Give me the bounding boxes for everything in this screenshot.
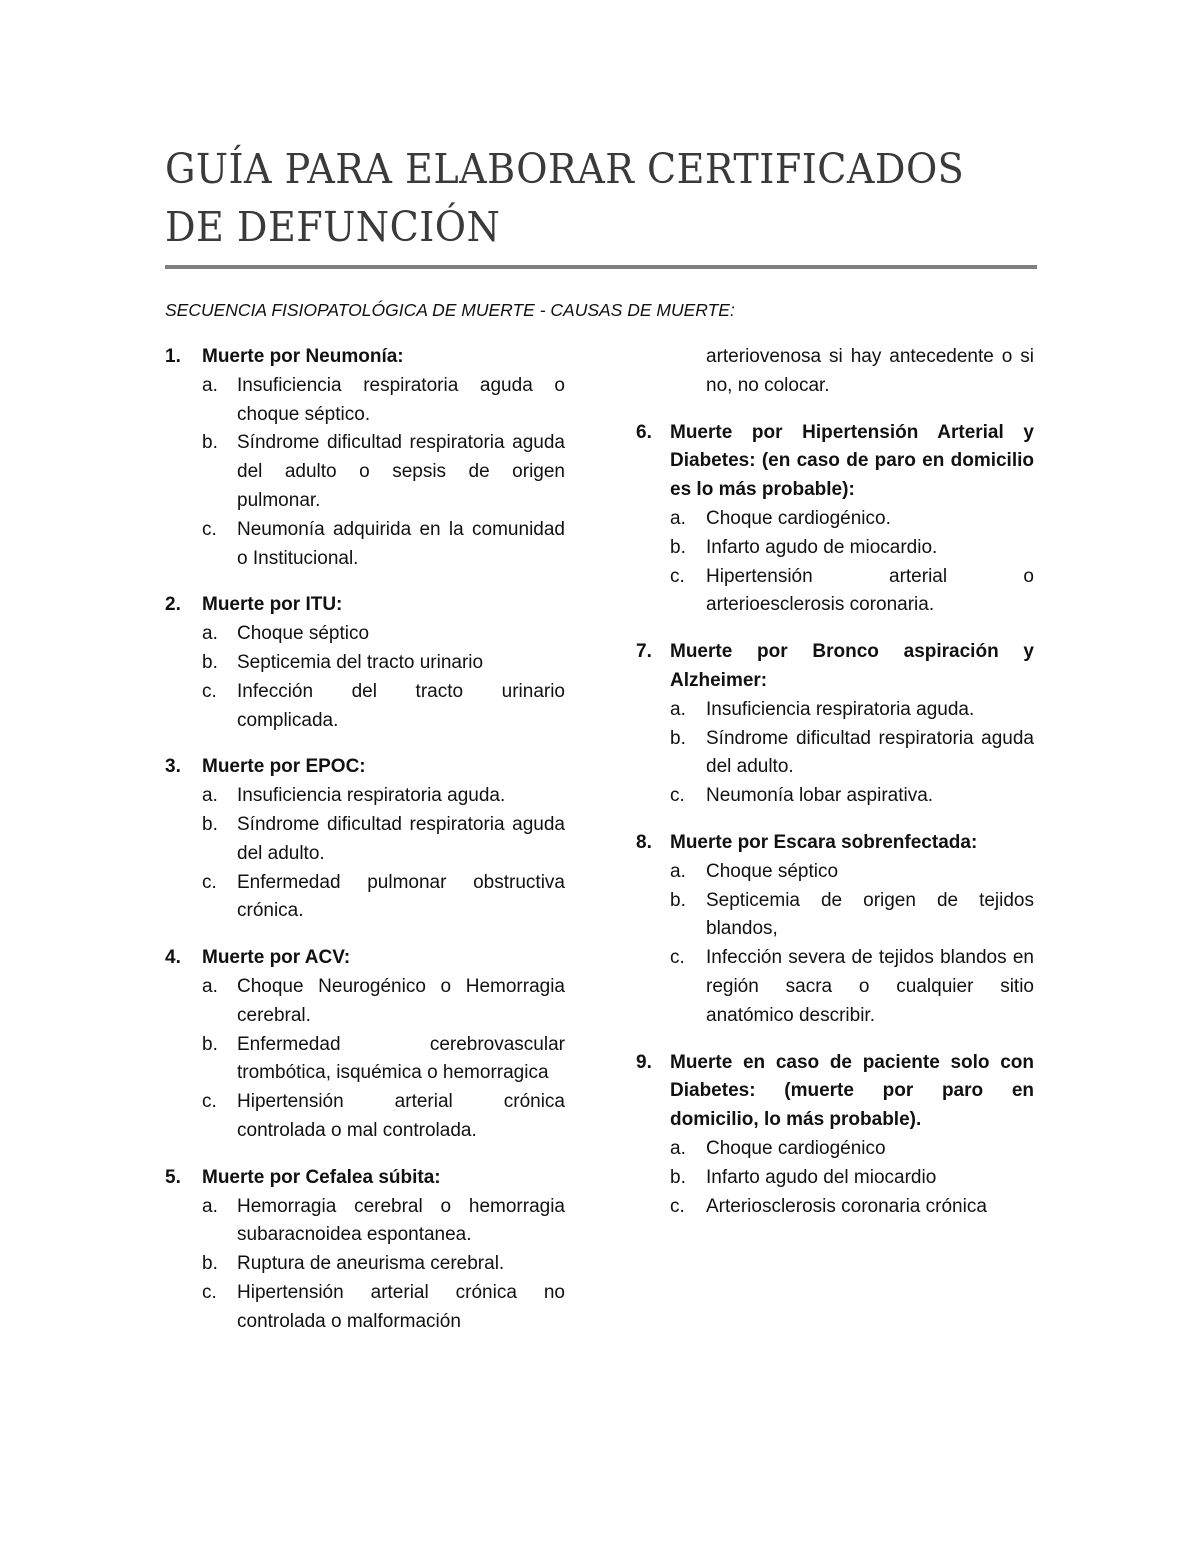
section-number: 6. xyxy=(636,421,652,443)
section-heading-text: Muerte por EPOC: xyxy=(202,756,366,778)
section-number: 3. xyxy=(165,756,181,778)
item-letter: a. xyxy=(202,374,218,396)
item-letter: a. xyxy=(670,698,686,720)
list-item xyxy=(670,944,1034,1030)
list-item xyxy=(202,620,565,649)
section-number: 9. xyxy=(636,1051,652,1073)
item-5c-continuation: arteriovenosa si hay antecedente o si no, no colocar. xyxy=(706,346,1034,396)
item-text: Hemorragia cerebral o hemorragia subaracnoidea espontanea. xyxy=(237,1195,565,1246)
item-letter: a. xyxy=(202,623,218,645)
section-heading-text: Muerte por Hipertensión Arterial y Diabetes: (en caso de paro en domicilio es lo más probable): xyxy=(670,421,1034,501)
list-item xyxy=(670,1164,1034,1193)
section-heading xyxy=(636,638,1034,696)
item-letter: c. xyxy=(670,947,685,969)
right-column-list xyxy=(636,419,1034,1222)
item-letter: b. xyxy=(670,727,686,749)
cause-section xyxy=(636,1049,1034,1222)
list-item xyxy=(202,1250,565,1279)
item-text: Enfermedad cerebrovascular trombótica, isquémica o hemorragica xyxy=(237,1033,565,1084)
item-letter: b. xyxy=(202,1033,218,1055)
item-text: Neumonía lobar aspirativa. xyxy=(706,785,934,807)
item-text: Insuficiencia respiratoria aguda o choque séptico. xyxy=(237,374,565,425)
item-letter: c. xyxy=(670,785,685,807)
list-item xyxy=(670,696,1034,725)
item-text: Choque Neurogénico o Hemorragia cerebral. xyxy=(237,975,565,1026)
item-letter: c. xyxy=(202,1091,217,1113)
list-item xyxy=(670,563,1034,621)
list-item xyxy=(670,534,1034,563)
left-column xyxy=(165,343,565,1355)
item-text: Arteriosclerosis coronaria crónica xyxy=(706,1195,987,1217)
item-text: Hipertensión arterial crónica controlada o mal controlada. xyxy=(237,1091,565,1141)
section-heading-text: Muerte por ITU: xyxy=(202,594,343,616)
item-letter: b. xyxy=(670,1166,686,1188)
list-item xyxy=(202,782,565,811)
list-item xyxy=(670,782,1034,811)
list-item xyxy=(670,725,1034,783)
document-title: GUÍA PARA ELABORAR CERTIFICADOS DE DEFUNCIÓN xyxy=(165,145,965,251)
item-letter: c. xyxy=(670,1195,685,1217)
list-item xyxy=(202,1031,565,1089)
item-letter: b. xyxy=(202,813,218,835)
title-divider xyxy=(165,265,1037,269)
list-item xyxy=(202,1279,565,1337)
cause-section xyxy=(165,343,565,573)
right-column xyxy=(636,343,1034,1239)
item-text: Choque cardiogénico. xyxy=(706,507,891,529)
item-text: Insuficiencia respiratoria aguda. xyxy=(237,785,506,807)
item-text: Neumonía adquirida en la comunidad o Institucional. xyxy=(237,518,565,569)
item-letter: b. xyxy=(670,536,686,558)
list-item xyxy=(202,1088,565,1146)
item-text: Choque cardiogénico xyxy=(706,1137,886,1159)
item-letter: b. xyxy=(202,432,218,454)
cause-section xyxy=(636,829,1034,1031)
section-heading-text: Muerte por Cefalea súbita: xyxy=(202,1166,441,1188)
item-letter: b. xyxy=(202,651,218,673)
item-text: Insuficiencia respiratoria aguda. xyxy=(706,698,975,720)
section-number: 4. xyxy=(165,947,181,969)
section-heading-text: Muerte por Bronco aspiración y Alzheimer: xyxy=(670,641,1034,691)
section-heading xyxy=(636,829,1034,858)
item-letter: b. xyxy=(670,889,686,911)
item-text: Síndrome dificultad respiratoria aguda del adulto. xyxy=(237,813,565,864)
item-text: Septicemia del tracto urinario xyxy=(237,651,484,673)
cause-section xyxy=(165,753,565,926)
list-item xyxy=(670,887,1034,945)
item-letter: a. xyxy=(670,1137,686,1159)
section-subtitle: SECUENCIA FISIOPATOLÓGICA DE MUERTE - CAUSAS DE MUERTE: xyxy=(165,300,735,320)
section-heading xyxy=(165,591,565,620)
list-item xyxy=(202,516,565,574)
item-text: Infección del tracto urinario complicada. xyxy=(237,680,565,731)
list-item xyxy=(202,973,565,1031)
item-letter: a. xyxy=(670,507,686,529)
section-heading-text: Muerte por Escara sobrenfectada: xyxy=(670,831,978,853)
list-item xyxy=(670,1193,1034,1222)
section-heading xyxy=(165,1164,565,1193)
section-heading xyxy=(165,753,565,782)
item-letter: a. xyxy=(202,1195,218,1217)
item-letter: c. xyxy=(202,518,217,540)
section-heading xyxy=(636,1049,1034,1135)
item-text: Síndrome dificultad respiratoria aguda del adulto. xyxy=(706,727,1034,778)
item-letter: c. xyxy=(202,871,217,893)
list-item xyxy=(202,649,565,678)
list-item xyxy=(670,858,1034,887)
item-text: Infección severa de tejidos blandos en región sacra o cualquier sitio anatómico describir. xyxy=(706,947,1034,1026)
item-text: Hipertensión arterial o arterioesclerosis coronaria. xyxy=(706,565,1034,616)
item-letter: c. xyxy=(202,1281,217,1303)
list-item xyxy=(202,429,565,515)
item-letter: a. xyxy=(670,860,686,882)
section-heading xyxy=(165,343,565,372)
list-item xyxy=(202,869,565,927)
section-heading-text: Muerte en caso de paciente solo con Diabetes: (muerte por paro en domicilio, lo más probable). xyxy=(670,1051,1034,1131)
list-item xyxy=(202,678,565,736)
section-number: 5. xyxy=(165,1166,181,1188)
item-text: Infarto agudo de miocardio. xyxy=(706,536,938,558)
item-text: Choque séptico xyxy=(237,623,370,645)
item-text: Síndrome dificultad respiratoria aguda del adulto o sepsis de origen pulmonar. xyxy=(237,432,565,511)
item-text: Hipertensión arterial crónica no controlada o malformación xyxy=(237,1281,565,1332)
cause-section xyxy=(165,1164,565,1337)
section-number: 8. xyxy=(636,831,652,853)
item-text: Choque séptico xyxy=(706,860,839,882)
list-item xyxy=(202,811,565,869)
section-heading-text: Muerte por Neumonía: xyxy=(202,346,404,367)
cause-section xyxy=(165,591,565,735)
item-text: Enfermedad pulmonar obstructiva crónica. xyxy=(237,871,565,922)
item-text: Infarto agudo del miocardio xyxy=(706,1166,937,1188)
section-heading xyxy=(636,419,1034,505)
item-text: Ruptura de aneurisma cerebral. xyxy=(237,1253,505,1275)
item-letter: a. xyxy=(202,785,218,807)
list-item xyxy=(202,1193,565,1251)
cause-section xyxy=(636,638,1034,811)
section-number: 1. xyxy=(165,346,181,367)
cause-section xyxy=(636,419,1034,621)
section-number: 2. xyxy=(165,594,181,616)
list-item xyxy=(670,505,1034,534)
item-letter: a. xyxy=(202,975,218,997)
item-letter: b. xyxy=(202,1253,218,1275)
section-heading xyxy=(165,944,565,973)
item-letter: c. xyxy=(670,565,685,587)
list-item xyxy=(202,372,565,430)
item-letter: c. xyxy=(202,680,217,702)
section-heading-text: Muerte por ACV: xyxy=(202,947,351,969)
cause-section xyxy=(165,944,565,1146)
item-text: Septicemia de origen de tejidos blandos, xyxy=(706,889,1034,940)
list-item xyxy=(670,1135,1034,1164)
section-number: 7. xyxy=(636,641,652,663)
